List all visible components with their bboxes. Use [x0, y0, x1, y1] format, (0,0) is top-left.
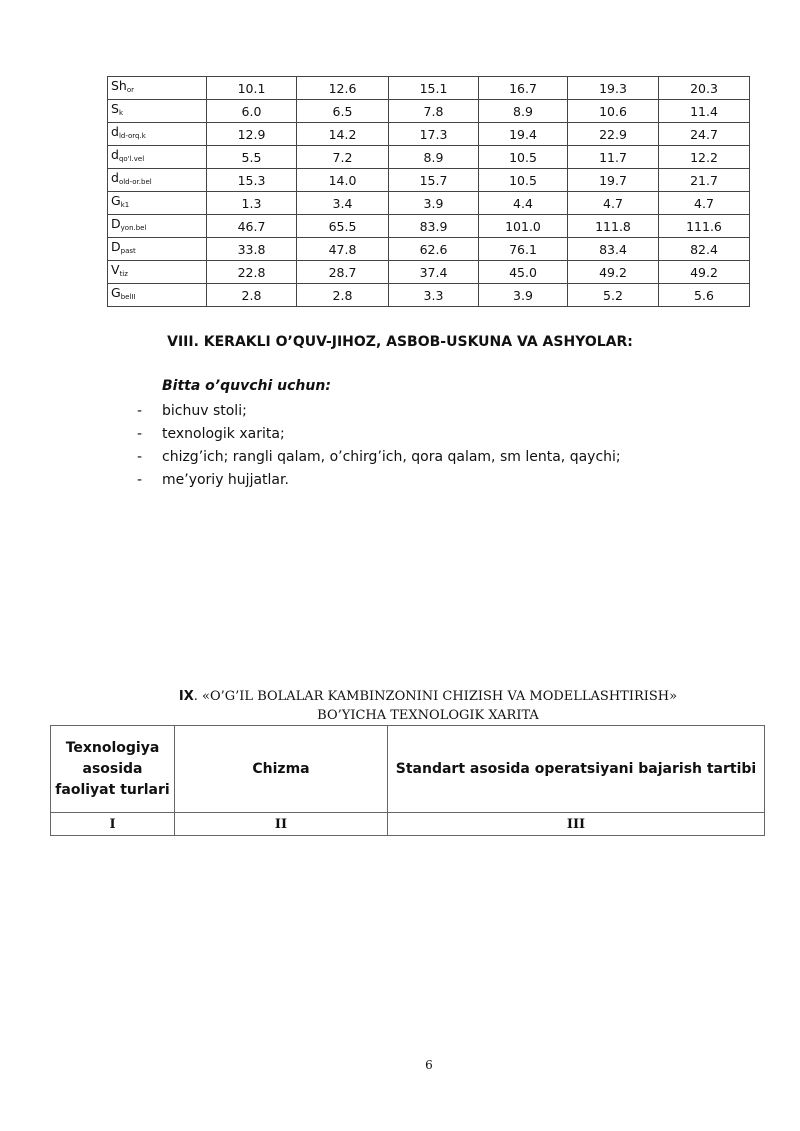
measurement-value: 24.7 [659, 123, 750, 146]
section-9-title-line2: BO’YICHA TEXNOLOGIK XARITA [317, 708, 539, 723]
measurement-value: 111.8 [568, 215, 659, 238]
measurement-value: 111.6 [659, 215, 750, 238]
section-8-title: VIII. KERAKLI O’QUV-JIHOZ, ASBOB-USKUNA VA ASHYOLAR: [167, 334, 633, 350]
measurement-value: 22.8 [207, 261, 297, 284]
measurement-label-subscript: k [118, 109, 123, 117]
measurement-value: 5.2 [568, 284, 659, 307]
list-item-text: texnologik xarita; [162, 426, 285, 442]
measurement-value: 12.2 [659, 146, 750, 169]
measurement-label [108, 238, 207, 261]
measurement-label [108, 215, 207, 238]
measurement-label-base: S [111, 101, 119, 116]
measurement-label-base: d [111, 170, 119, 185]
table-row [108, 146, 750, 169]
measurement-label-subscript: old-or.bel [118, 178, 152, 186]
measurement-value: 15.3 [207, 169, 297, 192]
measurement-value: 12.6 [297, 77, 389, 100]
column-numeral: III [388, 813, 765, 836]
list-dash: - [137, 472, 143, 488]
measurement-label [108, 146, 207, 169]
column-numeral: I [51, 813, 175, 836]
equipment-list [137, 400, 621, 492]
measurement-label [108, 261, 207, 284]
section-9-numeral: IX [178, 689, 194, 704]
section-8-subtitle: Bitta o’quvchi uchun: [162, 378, 331, 394]
section-9-title-line1: . «O’G’IL BOLALAR KAMBINZONINI CHIZISH VA MODELLASHTIRISH» [193, 689, 678, 704]
column-numeral: II [175, 813, 388, 836]
measurement-value: 46.7 [207, 215, 297, 238]
measurement-value: 8.9 [479, 100, 568, 123]
table-row [108, 215, 750, 238]
measurement-value: 10.1 [207, 77, 297, 100]
measurement-value: 3.9 [389, 192, 479, 215]
table-row [108, 238, 750, 261]
list-item [137, 400, 621, 423]
column-header-drawing: Chizma [175, 726, 388, 813]
measurement-value: 28.7 [297, 261, 389, 284]
measurement-value: 3.4 [297, 192, 389, 215]
list-item-text: bichuv stoli; [162, 403, 247, 419]
table-row [108, 192, 750, 215]
measurement-label-base: D [111, 216, 121, 231]
list-item-text: chizg’ich; rangli qalam, o’chirg’ich, qora qalam, sm lenta, qaychi; [162, 449, 621, 465]
measurement-value: 2.8 [297, 284, 389, 307]
measurement-value: 8.9 [389, 146, 479, 169]
measurement-value: 14.2 [297, 123, 389, 146]
measurement-value: 45.0 [479, 261, 568, 284]
measurement-value: 19.4 [479, 123, 568, 146]
column-header-operation-order: Standart asosida operatsiyani bajarish tartibi [388, 726, 765, 813]
list-item [137, 469, 621, 492]
measurement-label-base: d [111, 124, 119, 139]
list-item [137, 423, 621, 446]
measurement-value: 20.3 [659, 77, 750, 100]
table-row [108, 77, 750, 100]
measurement-value: 5.6 [659, 284, 750, 307]
measurement-value: 10.6 [568, 100, 659, 123]
table-row [108, 100, 750, 123]
measurement-label [108, 192, 207, 215]
measurement-value: 83.4 [568, 238, 659, 261]
measurement-label-subscript: yon.bel [120, 224, 147, 232]
list-item-text: me’yoriy hujjatlar. [162, 472, 289, 488]
measurement-label-base: G [111, 193, 121, 208]
measurement-value: 7.2 [297, 146, 389, 169]
measurement-value: 49.2 [568, 261, 659, 284]
measurement-label [108, 77, 207, 100]
measurement-value: 62.6 [389, 238, 479, 261]
measurement-value: 49.2 [659, 261, 750, 284]
measurement-value: 5.5 [207, 146, 297, 169]
measurement-label [108, 169, 207, 192]
measurement-value: 4.7 [659, 192, 750, 215]
measurement-value: 33.8 [207, 238, 297, 261]
measurements-table [107, 76, 750, 307]
measurement-label-base: V [111, 262, 120, 277]
measurement-value: 6.0 [207, 100, 297, 123]
measurement-value: 6.5 [297, 100, 389, 123]
measurement-value: 15.1 [389, 77, 479, 100]
list-dash: - [137, 426, 143, 442]
measurement-value: 3.3 [389, 284, 479, 307]
technology-map-table [50, 725, 765, 836]
measurement-value: 101.0 [479, 215, 568, 238]
measurement-label-subscript: k1 [120, 201, 130, 209]
measurement-value: 47.8 [297, 238, 389, 261]
measurement-value: 22.9 [568, 123, 659, 146]
measurement-label-subscript: ld-orq.k [118, 132, 146, 140]
measurement-value: 14.0 [297, 169, 389, 192]
measurement-label-subscript: tiz [119, 270, 128, 278]
page-number: 6 [425, 1058, 433, 1072]
measurement-value: 1.3 [207, 192, 297, 215]
measurement-label [108, 284, 207, 307]
measurement-value: 82.4 [659, 238, 750, 261]
measurement-value: 76.1 [479, 238, 568, 261]
measurement-value: 10.5 [479, 169, 568, 192]
table-row [108, 284, 750, 307]
measurement-value: 19.3 [568, 77, 659, 100]
measurement-value: 19.7 [568, 169, 659, 192]
list-dash: - [137, 403, 143, 419]
measurement-value: 37.4 [389, 261, 479, 284]
measurement-value: 2.8 [207, 284, 297, 307]
measurement-label-base: G [111, 285, 121, 300]
measurement-label-subscript: belII [120, 293, 136, 301]
measurement-label-base: D [111, 239, 121, 254]
measurement-value: 16.7 [479, 77, 568, 100]
measurement-value: 15.7 [389, 169, 479, 192]
measurement-label-base: d [111, 147, 119, 162]
measurement-value: 4.4 [479, 192, 568, 215]
table-row [108, 123, 750, 146]
measurement-label-subscript: past [120, 247, 136, 255]
measurements-table-body [108, 77, 750, 307]
measurement-value: 11.7 [568, 146, 659, 169]
measurement-value: 12.9 [207, 123, 297, 146]
measurement-value: 10.5 [479, 146, 568, 169]
measurement-label-subscript: qo'l.vel [118, 155, 145, 163]
measurement-value: 3.9 [479, 284, 568, 307]
measurement-value: 4.7 [568, 192, 659, 215]
measurement-value: 65.5 [297, 215, 389, 238]
list-item [137, 446, 621, 469]
measurement-value: 17.3 [389, 123, 479, 146]
measurement-value: 83.9 [389, 215, 479, 238]
measurement-value: 21.7 [659, 169, 750, 192]
measurement-label [108, 123, 207, 146]
list-dash: - [137, 449, 143, 465]
measurement-label-subscript: or [126, 86, 135, 94]
column-header-activity-types: Texnologiya asosida faoliyat turlari [51, 726, 175, 813]
table-row [51, 813, 765, 836]
measurement-label [108, 100, 207, 123]
measurement-value: 11.4 [659, 100, 750, 123]
section-9-title [0, 687, 800, 725]
measurement-label-base: Sh [111, 78, 127, 93]
measurement-value: 7.8 [389, 100, 479, 123]
table-row [108, 261, 750, 284]
table-row [108, 169, 750, 192]
table-header-row [51, 726, 765, 813]
